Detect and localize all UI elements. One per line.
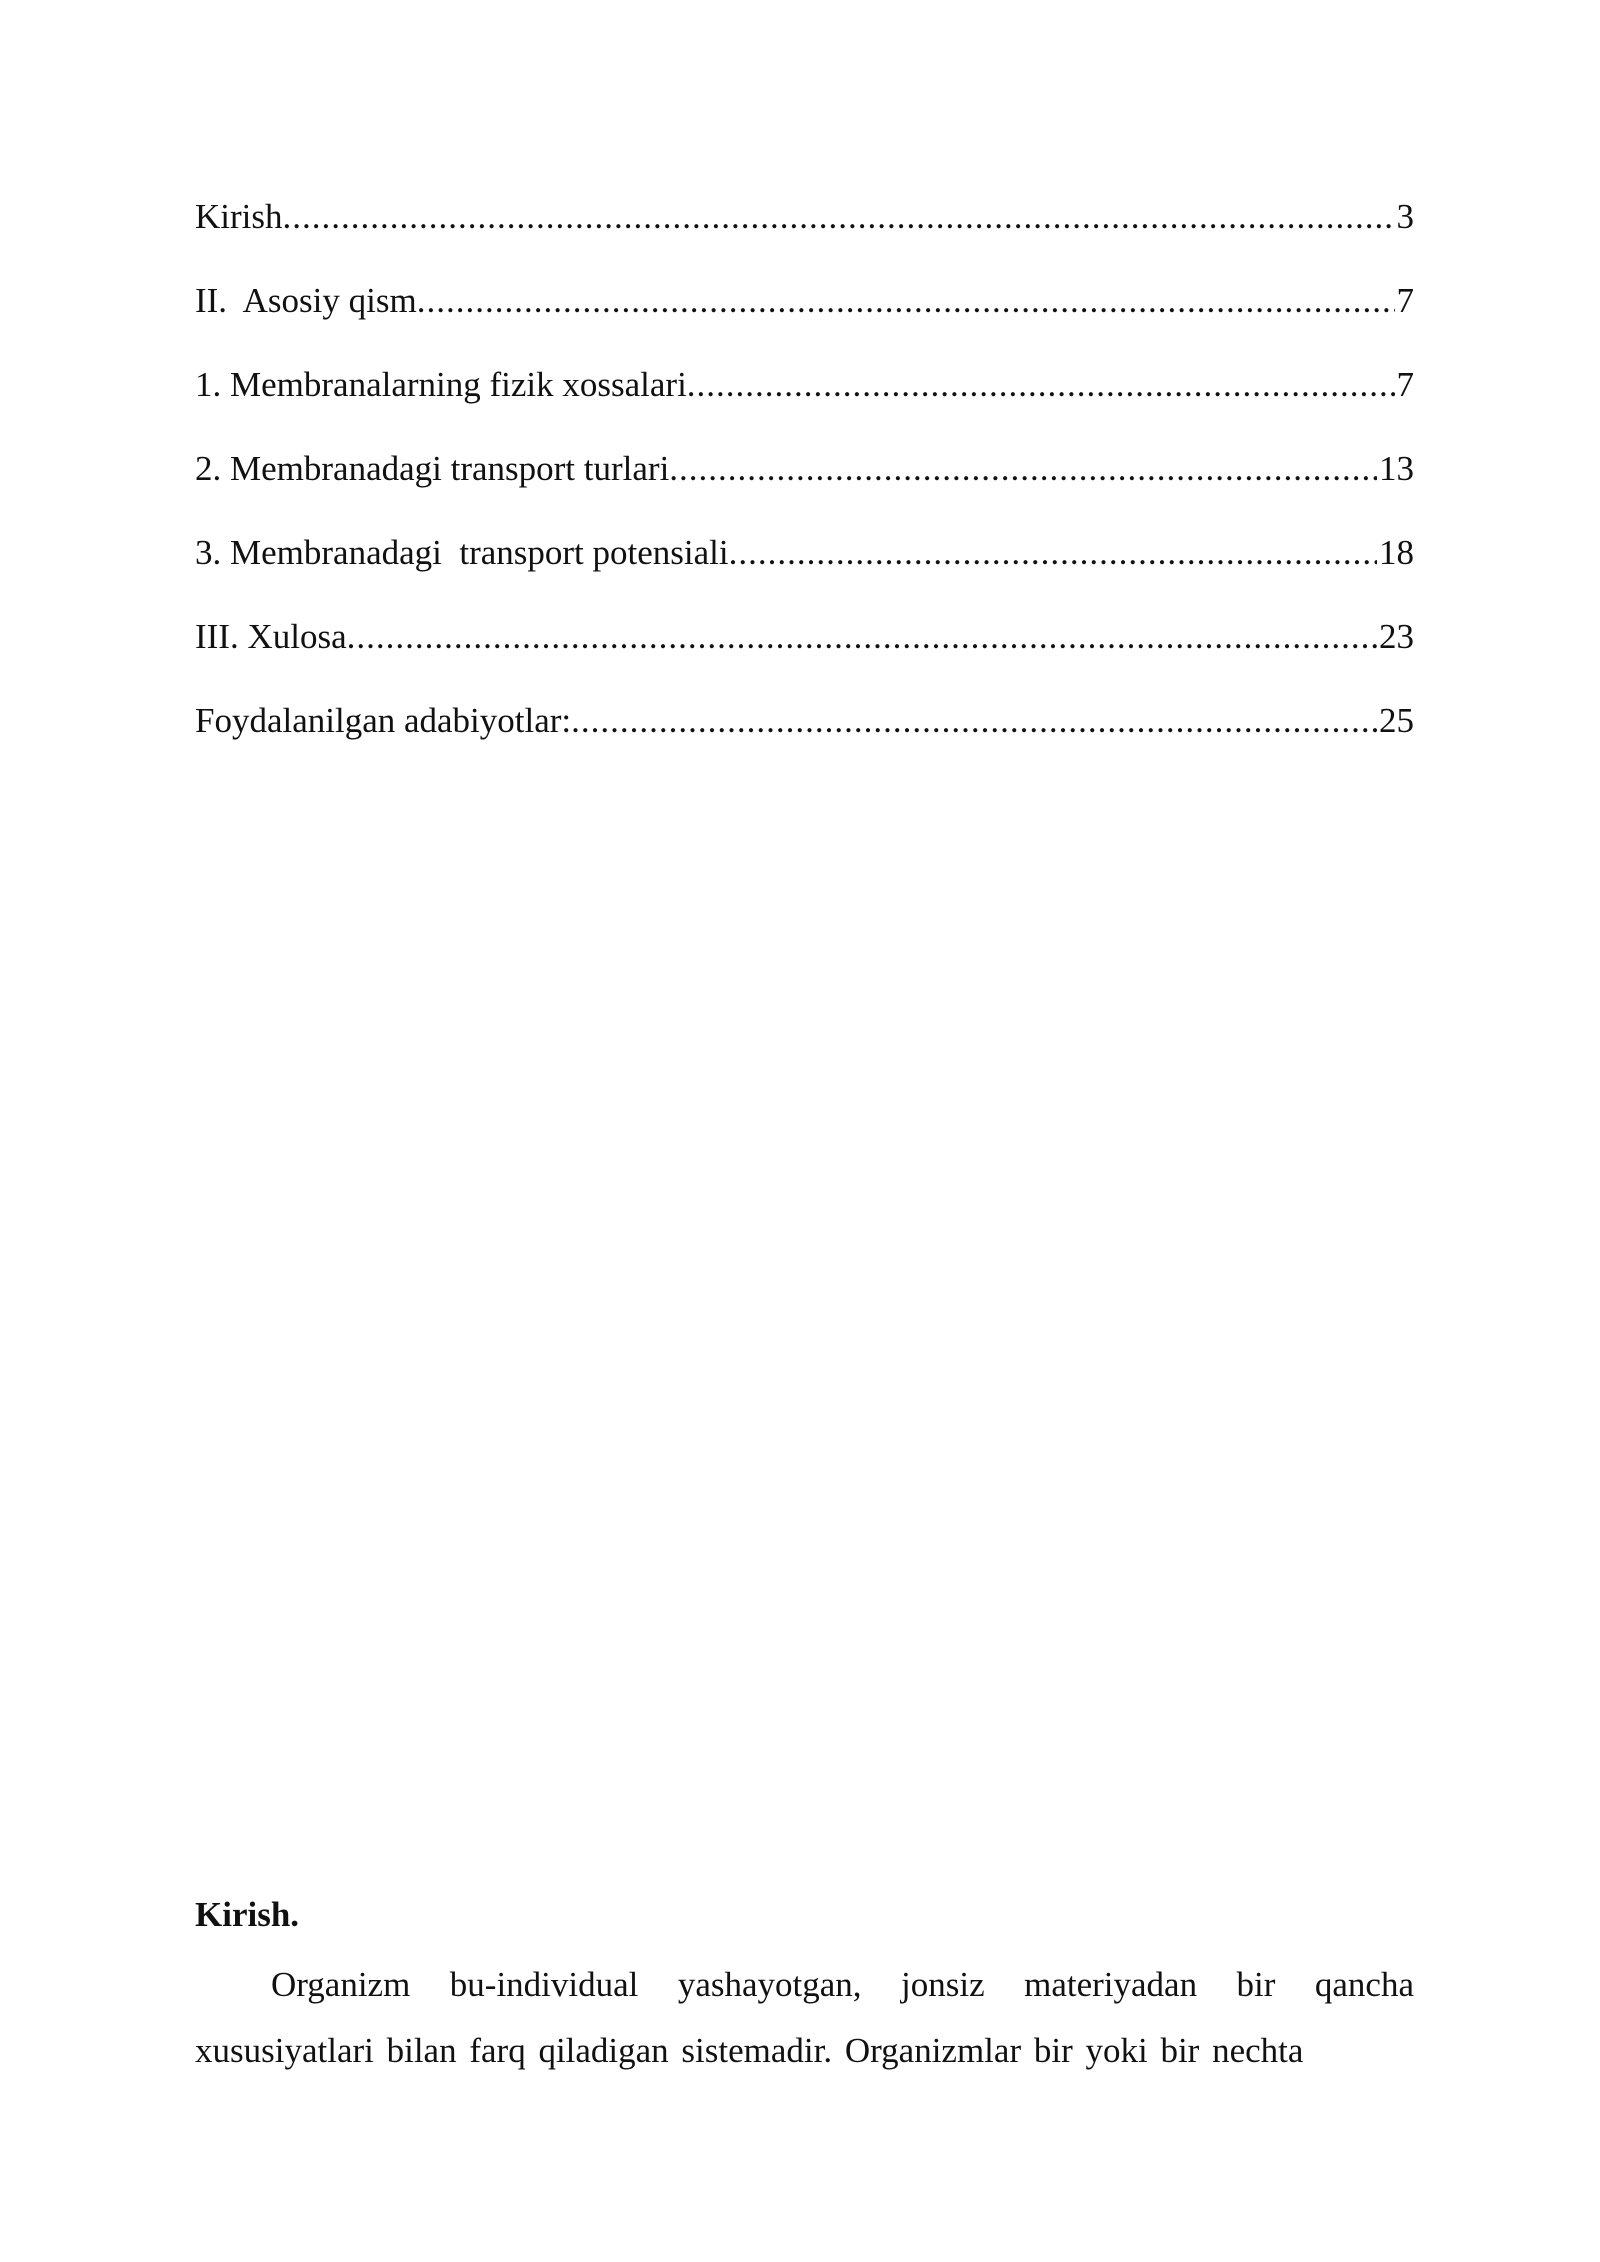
toc-entry-page: 7 xyxy=(1396,281,1414,320)
table-of-contents xyxy=(195,188,1414,776)
toc-entry-page: 18 xyxy=(1379,533,1414,572)
toc-dot-leader xyxy=(729,524,1377,582)
toc-dot-leader xyxy=(669,440,1377,498)
toc-entry-kirish[interactable] xyxy=(195,188,1414,272)
toc-entry-page: 3 xyxy=(1396,197,1414,236)
toc-dot-leader xyxy=(417,272,1395,330)
toc-entry-title: II. Asosiy qism xyxy=(195,281,417,320)
section-heading: Kirish. xyxy=(195,1895,300,1934)
toc-entry-title: 2. Membranadagi transport turlari xyxy=(195,449,670,488)
toc-dot-leader xyxy=(347,608,1377,666)
toc-entry-title: 3. Membranadagi transport potensiali xyxy=(195,533,729,572)
toc-entry-adabiyotlar[interactable] xyxy=(195,692,1414,776)
toc-entry-page: 7 xyxy=(1396,365,1414,404)
toc-entry-page: 13 xyxy=(1379,449,1414,488)
toc-entry-xulosa[interactable] xyxy=(195,608,1414,692)
toc-entry-title: Kirish xyxy=(195,197,283,236)
toc-entry-page: 25 xyxy=(1379,701,1414,740)
toc-entry-title: III. Xulosa xyxy=(195,617,347,656)
toc-entry-title: Foydalanilgan adabiyotlar: xyxy=(195,701,572,740)
toc-dot-leader xyxy=(283,188,1395,246)
toc-entry-transport-potensiali[interactable] xyxy=(195,524,1414,608)
toc-entry-page: 23 xyxy=(1379,617,1414,656)
toc-entry-asosiy-qism[interactable] xyxy=(195,272,1414,356)
toc-entry-title: 1. Membranalarning fizik xossalari xyxy=(195,365,687,404)
toc-dot-leader xyxy=(571,692,1377,750)
toc-dot-leader xyxy=(687,356,1395,414)
body-paragraph: Organizm bu-individual yashayotgan, jonsiz materiyadan bir qancha xususiyatlari bilan farq qiladigan sistemadir. Organizmlar bir yoki bir nechta xyxy=(195,1965,1414,2070)
toc-entry-fizik-xossalari[interactable] xyxy=(195,356,1414,440)
toc-entry-transport-turlari[interactable] xyxy=(195,440,1414,524)
